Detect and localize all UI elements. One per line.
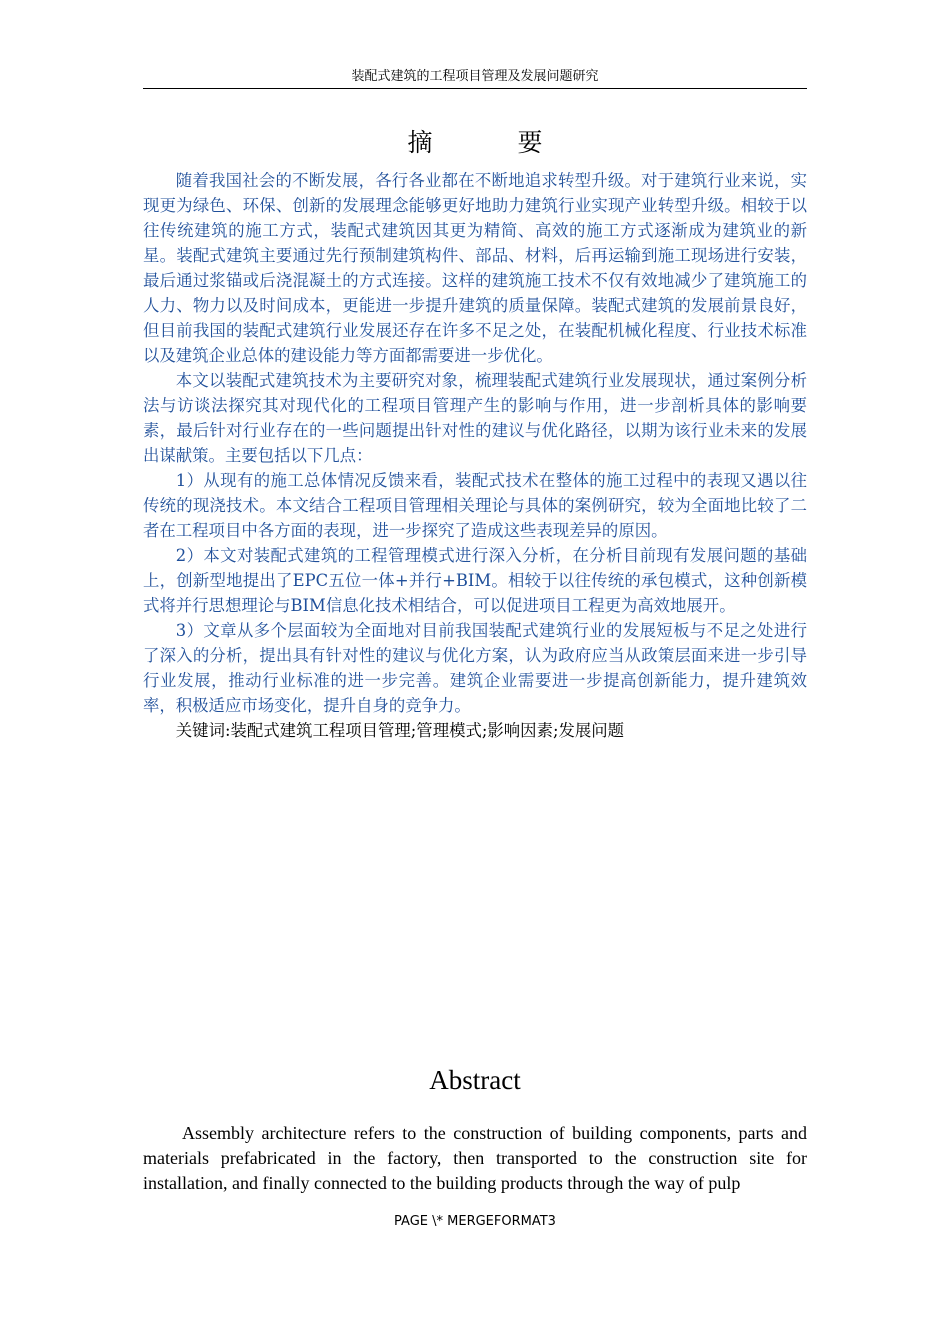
abstract-en-body xyxy=(143,1121,807,1196)
running-header: 装配式建筑的工程项目管理及发展问题研究 xyxy=(351,69,599,84)
abstract-cn-paragraph: 2）本文对装配式建筑的工程管理模式进行深入分析，在分析目前现有发展问题的基础上，创新型地提出了EPC五位一体+并行+BIM。相较于以往传统的承包模式，这种创新模式将并行思想理论与BIM信息化技术相结合，可以促进项目工程更为高效地展开。 xyxy=(143,546,807,615)
header-rule xyxy=(143,88,807,89)
keywords-text: :装配式建筑工程项目管理;管理模式;影响因素;发展问题 xyxy=(224,721,625,740)
abstract-cn-paragraph: 随着我国社会的不断发展，各行各业都在不断地追求转型升级。对于建筑行业来说，实现更为绿色、环保、创新的发展理念能够更好地助力建筑行业实现产业转型升级。相较于以往传统建筑的施工方式，装配式建筑因其更为精简、高效的施工方式逐渐成为建筑业的新星。装配式建筑主要通过先行预制建筑构件、部品、材料，后再运输到施工现场进行安装，最后通过浆锚或后浇混凝土的方式连接。这样的建筑施工技术不仅有效地减少了建筑施工的人力、物力以及时间成本，更能进一步提升建筑的质量保障。装配式建筑的发展前景良好，但目前我国的装配式建筑行业发展还存在许多不足之处，在装配机械化程度、行业技术标准以及建筑企业总体的建设能力等方面都需要进一步优化。 xyxy=(143,171,807,365)
abstract-cn-body xyxy=(143,168,807,743)
abstract-cn-title: 摘 要 xyxy=(407,128,573,157)
abstract-cn-paragraph: 本文以装配式建筑技术为主要研究对象，梳理装配式建筑行业发展现状，通过案例分析法与访谈法探究其对现代化的工程项目管理产生的影响与作用，进一步剖析具体的影响要素，最后针对行业存在的一些问题提出针对性的建议与优化路径，以期为该行业未来的发展出谋献策。主要包括以下几点： xyxy=(143,371,807,465)
abstract-cn-paragraph: 1）从现有的施工总体情况反馈来看，装配式技术在整体的施工过程中的表现又遇以往传统的现浇技术。本文结合工程项目管理相关理论与具体的案例研究，较为全面地比较了二者在工程项目中各方面的表现，进一步探究了造成这些表现差异的原因。 xyxy=(143,471,807,540)
abstract-cn-paragraph: 3）文章从多个层面较为全面地对目前我国装配式建筑行业的发展短板与不足之处进行了深入的分析，提出具有针对性的建议与优化方案，认为政府应当从政策层面来进一步引导行业发展，推动行业标准的进一步完善。建筑企业需要进一步提高创新能力，提升建筑效率，积极适应市场变化，提升自身的竞争力。 xyxy=(143,621,807,715)
page-footer: PAGE \* MERGEFORMAT3 xyxy=(394,1214,556,1229)
keywords-label: 关键词 xyxy=(175,721,225,740)
abstract-en-paragraph: Assembly architecture refers to the construction of building components, parts and materials prefabricated in the factory, then transported to the construction site for installation, and finally connected to the building products through the way of pulp xyxy=(143,1123,807,1193)
abstract-en-title: Abstract xyxy=(429,1065,521,1095)
keywords-line xyxy=(143,718,807,743)
